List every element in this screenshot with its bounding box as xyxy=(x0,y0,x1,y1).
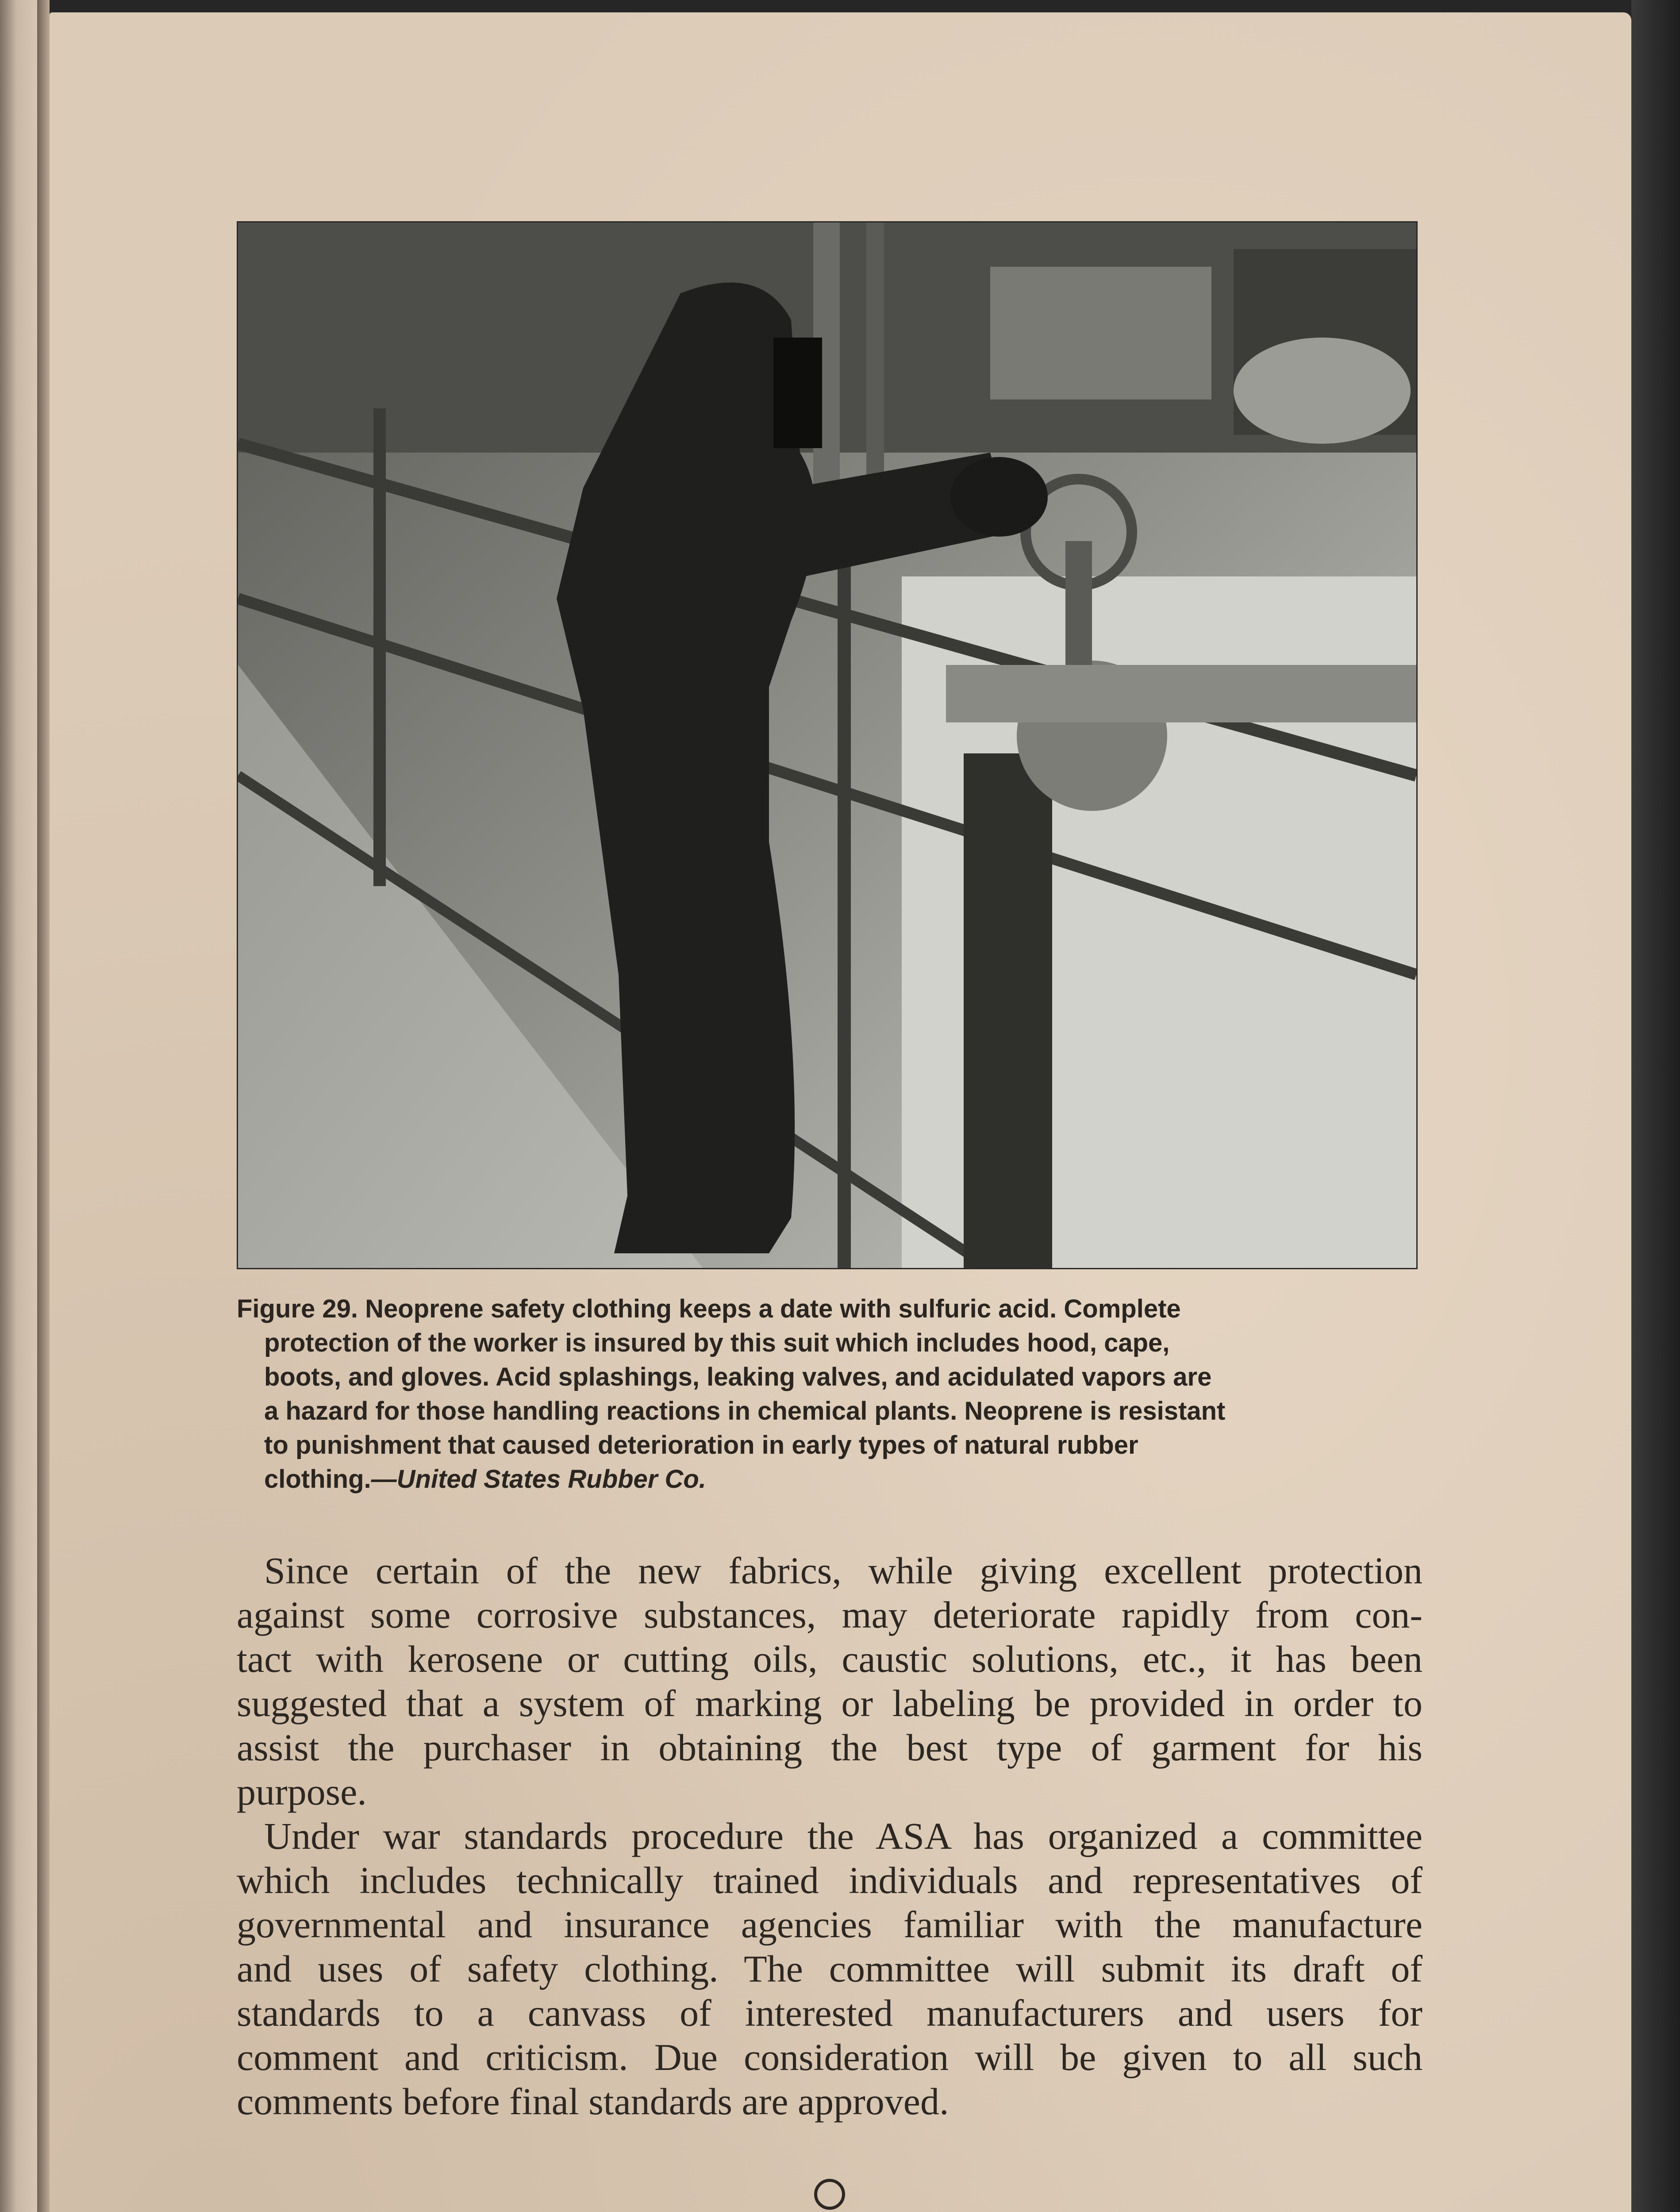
paragraph-2 xyxy=(237,1814,1422,2124)
text-line: governmental and insurance agencies familiar with the manufacture xyxy=(237,1903,1422,1946)
caption-last-text: clothing. xyxy=(264,1465,371,1494)
caption-line: boots, and gloves. Acid splashings, leaking valves, and acidulated vapors are xyxy=(264,1363,1212,1391)
text-line: assist the purchaser in obtaining the best type of garment for his xyxy=(237,1726,1422,1769)
caption-line: to punishment that caused deterioration in early types of natural rubber xyxy=(264,1431,1138,1459)
text-line: suggested that a system of marking or labeling be provided in order to xyxy=(237,1682,1422,1724)
body-text xyxy=(237,1548,1422,2124)
photo-worker-neoprene-suit-icon xyxy=(238,223,1416,1268)
caption-line: protection of the worker is insured by this suit which includes hood, cape, xyxy=(264,1329,1170,1357)
left-page-edge xyxy=(0,0,37,2212)
caption-line xyxy=(237,1462,1422,1496)
text-line: comments before final standards are approved. xyxy=(237,2080,949,2123)
paragraph-1 xyxy=(237,1548,1422,1814)
text-line: Under war standards procedure the ASA has organized a committee xyxy=(264,1815,1422,1857)
text-line: and uses of safety clothing. The committee will submit its draft of xyxy=(237,1947,1422,1990)
text-line: against some corrosive substances, may deteriorate rapidly from con- xyxy=(237,1594,1422,1636)
figure-caption xyxy=(237,1292,1422,1496)
figure-photo xyxy=(237,221,1418,1269)
text-line: Since certain of the new fabrics, while giving excellent protection xyxy=(264,1549,1422,1592)
section-end-circle-icon xyxy=(814,2179,845,2210)
text-line: comment and criticism. Due consideration will be given to all such xyxy=(237,2036,1422,2078)
text-line: tact with kerosene or cutting oils, caustic solutions, etc., it has been xyxy=(237,1638,1422,1680)
text-line: which includes technically trained individuals and representatives of xyxy=(237,1859,1422,1901)
caption-line: a hazard for those handling reactions in chemical plants. Neoprene is resistant xyxy=(264,1397,1226,1425)
gutter-shadow xyxy=(37,0,50,2212)
text-line: purpose. xyxy=(237,1770,367,1813)
scan-border-right xyxy=(1631,0,1680,2212)
text-line: standards to a canvass of interested manufacturers and users for xyxy=(237,1992,1422,2034)
caption-line: Figure 29. Neoprene safety clothing keeps a date with sulfuric acid. Complete xyxy=(237,1294,1181,1323)
caption-credit: —United States Rubber Co. xyxy=(371,1465,706,1494)
